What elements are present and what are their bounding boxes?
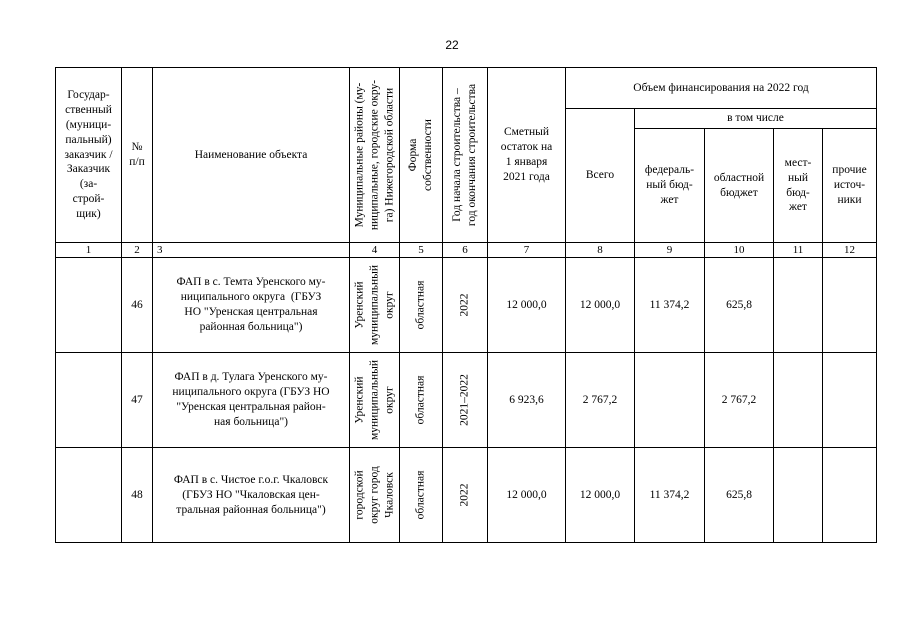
header-row: [56, 68, 877, 109]
column-index: 11: [774, 243, 823, 258]
cell-object-name-text: ФАП в с. Темта Уренского му- ниципального округа (ГБУЗ НО "Уренская центральная районная больница"): [176, 276, 326, 334]
cell-estimate: 12 000,0: [488, 258, 566, 353]
cell-object-name-text: ФАП в д. Тулага Уренского му- ниципального округа (ГБУЗ НО "Уренская центральная район- ная больница"): [172, 371, 330, 429]
cell-total: 12 000,0: [566, 448, 635, 543]
cell-number: 48: [122, 448, 153, 543]
header-estimate: [488, 68, 566, 243]
header-number-text: № п/п: [129, 141, 145, 168]
cell-object-name-text: ФАП в с. Чистое г.о.г. Чкаловск (ГБУЗ НО "Чкаловская цен- тральная районная больница"): [173, 473, 329, 516]
column-index-row: [56, 243, 877, 258]
cell-customer: [56, 448, 122, 543]
cell-years: [443, 448, 488, 543]
cell-local: [774, 353, 823, 448]
cell-municipality-text: Уренский муниципальный округ: [353, 360, 395, 441]
cell-municipality-text: Уренский муниципальный округ: [353, 265, 395, 346]
cell-years-text: 2022: [458, 293, 471, 317]
header-ownership: [400, 68, 443, 243]
column-index: 9: [635, 243, 705, 258]
header-regional-text: областной бюджет: [713, 171, 765, 199]
column-index: 10: [705, 243, 774, 258]
cell-local: [774, 448, 823, 543]
cell-number: 46: [122, 258, 153, 353]
header-including-text: в том числе: [727, 112, 784, 125]
column-index: 6: [443, 243, 488, 258]
cell-ownership-text: областная: [414, 375, 427, 425]
cell-federal: 11 374,2: [635, 448, 705, 543]
cell-estimate: 12 000,0: [488, 448, 566, 543]
header-years-text: Год начала строительства – год окончания строительства: [451, 83, 478, 227]
header-financing: [566, 68, 877, 109]
cell-customer: [56, 353, 122, 448]
table-row: [56, 258, 877, 353]
header-local: [774, 129, 823, 243]
cell-federal: [635, 353, 705, 448]
column-index: 4: [350, 243, 400, 258]
cell-estimate: 6 923,6: [488, 353, 566, 448]
column-index: 2: [122, 243, 153, 258]
cell-total: 12 000,0: [566, 258, 635, 353]
cell-customer: [56, 258, 122, 353]
column-index: 5: [400, 243, 443, 258]
header-regional: [705, 129, 774, 243]
cell-federal: 11 374,2: [635, 258, 705, 353]
cell-years: [443, 258, 488, 353]
header-other: [823, 129, 877, 243]
header-ownership-text: Форма собственности: [407, 119, 434, 191]
cell-local: [774, 258, 823, 353]
cell-ownership: [400, 353, 443, 448]
header-municipality-text: Муниципальные районы (му- ниципальные, городские окру- га) Нижегородской области: [353, 79, 395, 231]
cell-number: 47: [122, 353, 153, 448]
header-total: [566, 109, 635, 243]
cell-other: [823, 258, 877, 353]
cell-municipality: [350, 353, 400, 448]
cell-object-name: [153, 353, 350, 448]
column-index: 8: [566, 243, 635, 258]
header-customer: [56, 68, 122, 243]
cell-ownership: [400, 448, 443, 543]
header-including: [635, 109, 877, 129]
header-customer-text: Государ- ственный (муници- пальный) заказчик / Заказчик (за- строй- щик): [64, 88, 113, 221]
cell-municipality: [350, 258, 400, 353]
header-other-text: прочие источ- ники: [832, 164, 867, 206]
header-total-text: Всего: [585, 169, 615, 182]
cell-ownership-text: областная: [414, 280, 427, 330]
table-row: [56, 353, 877, 448]
cell-regional: 625,8: [705, 258, 774, 353]
header-financing-text: Объем финансирования на 2022 год: [633, 81, 809, 94]
header-years: [443, 68, 488, 243]
table-row: [56, 448, 877, 543]
header-federal-text: федераль- ный бюд- жет: [644, 164, 695, 206]
header-estimate-text: Сметный остаток на 1 января 2021 года: [500, 126, 553, 183]
cell-other: [823, 353, 877, 448]
financing-table: [55, 67, 877, 543]
cell-years-text: 2022: [458, 483, 471, 507]
cell-total: 2 767,2: [566, 353, 635, 448]
cell-object-name: [153, 448, 350, 543]
cell-regional: 625,8: [705, 448, 774, 543]
cell-ownership-text: областная: [414, 470, 427, 520]
page-number: 22: [445, 38, 459, 52]
cell-years-text: 2021–2022: [458, 374, 471, 427]
header-municipality: [350, 68, 400, 243]
header-federal: [635, 129, 705, 243]
cell-ownership: [400, 258, 443, 353]
column-index: 12: [823, 243, 877, 258]
header-number: [122, 68, 153, 243]
column-index: 7: [488, 243, 566, 258]
header-local-text: мест- ный бюд- жет: [784, 156, 812, 214]
column-index: 3: [153, 243, 350, 258]
header-object-name-text: Наименование объекта: [194, 148, 308, 161]
cell-municipality-text: городской округ город Чкаловск: [353, 466, 395, 525]
cell-regional: 2 767,2: [705, 353, 774, 448]
cell-years: [443, 353, 488, 448]
cell-object-name: [153, 258, 350, 353]
column-index: 1: [56, 243, 122, 258]
cell-other: [823, 448, 877, 543]
cell-municipality: [350, 448, 400, 543]
header-object-name: [153, 68, 350, 243]
